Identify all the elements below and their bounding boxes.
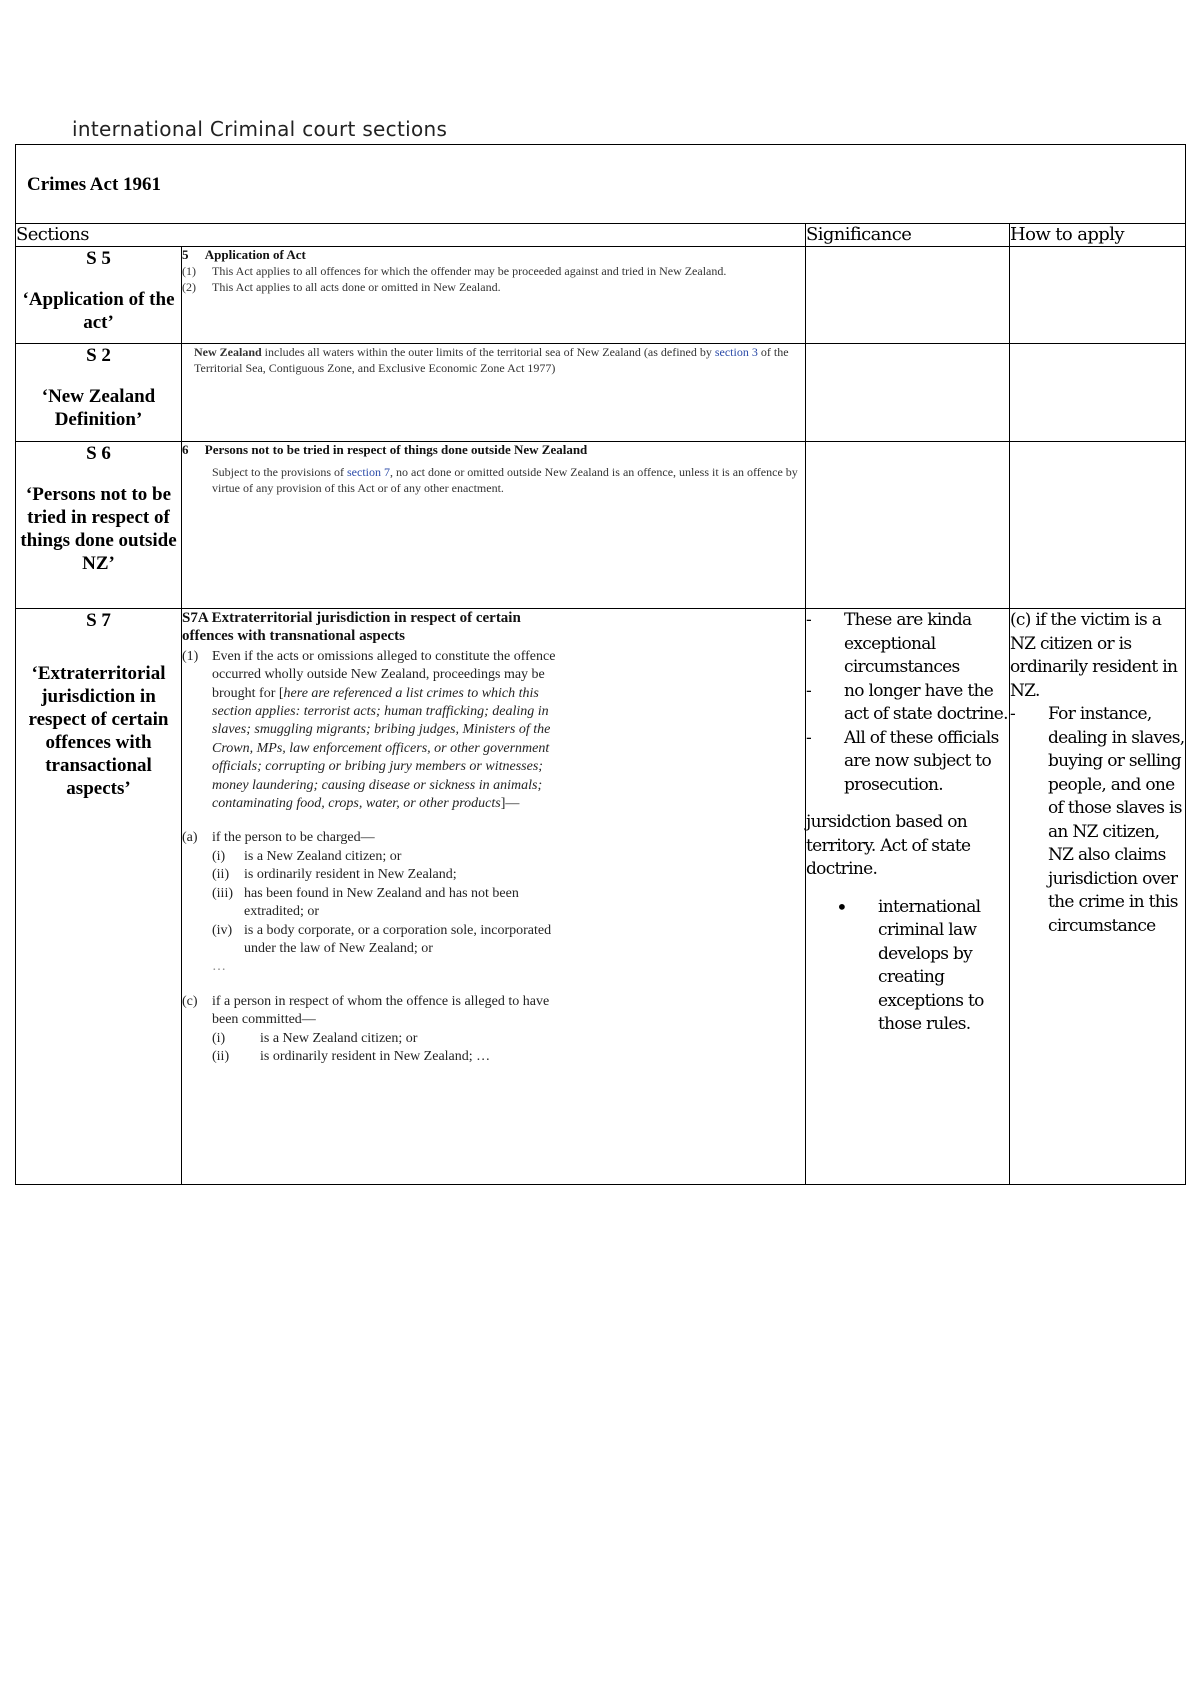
- bullet-dot: •: [836, 894, 848, 919]
- section-number: S 2: [86, 345, 111, 366]
- section-cell: [16, 247, 182, 344]
- excerpt-subsection-end: ]—: [500, 796, 520, 812]
- how-to-apply-intro: (c) if the victim is a NZ citizen or is ordinarily resident in NZ.: [1010, 610, 1178, 701]
- how-to-apply-cell: [1010, 247, 1186, 344]
- excerpt-text: is a body corporate, or a corporation sole, incorporated under the law of New Zealand; or: [244, 922, 552, 956]
- how-to-apply-cell: [1010, 442, 1186, 609]
- section-excerpt: [182, 442, 806, 609]
- how-to-apply-cell: [1010, 344, 1186, 442]
- excerpt-label: (2): [182, 280, 196, 294]
- excerpt-text: of the Territorial Sea, Contiguous Zone, and Exclusive Economic Zone Act 1977): [194, 345, 789, 375]
- how-to-apply-cell: [1010, 609, 1186, 1185]
- section-name: ‘Extraterritorial jurisdiction in respect of certain offences with transactional aspects’: [28, 663, 169, 799]
- excerpt-label: (c): [182, 993, 198, 1009]
- excerpt-text: [212, 648, 575, 814]
- section-number: S 6: [86, 443, 111, 464]
- excerpt-label: (1): [182, 264, 196, 278]
- excerpt-text: Subject to the provisions of: [212, 465, 344, 479]
- excerpt-label: (i): [212, 848, 226, 864]
- dash-bullet: -: [1010, 704, 1016, 724]
- excerpt-label: (ii): [212, 1048, 230, 1064]
- excerpt-label: (i): [212, 1030, 226, 1046]
- excerpt-heading-number: 5: [182, 247, 189, 262]
- excerpt-label: (1): [182, 648, 199, 664]
- significance-item: These are kinda exceptional circumstances: [844, 610, 972, 677]
- excerpt-text: if the person to be charged—: [212, 830, 375, 846]
- excerpt-line: This Act applies to all acts done or omitted in New Zealand.: [212, 280, 501, 294]
- excerpt-text: is ordinarily resident in New Zealand; …: [260, 1048, 491, 1064]
- column-header-sections: Sections: [16, 224, 806, 247]
- dash-bullet: -: [806, 610, 812, 630]
- excerpt-text: is a New Zealand citizen; or: [260, 1030, 418, 1046]
- excerpt-text: is a New Zealand citizen; or: [244, 848, 402, 864]
- excerpt-heading: Application of Act: [204, 247, 306, 262]
- column-header-how-to-apply: How to apply: [1010, 224, 1186, 247]
- significance-cell: [806, 247, 1010, 344]
- excerpt-text: is ordinarily resident in New Zealand;: [244, 867, 457, 883]
- table-title-cell: [16, 145, 1186, 224]
- excerpt-heading: S7A Extraterritorial jurisdiction in respect of certain offences with transnational aspects: [182, 610, 521, 645]
- section-excerpt: [182, 344, 806, 442]
- dash-bullet: -: [806, 680, 812, 701]
- significance-item: no longer have the act of state doctrine.: [844, 680, 1008, 724]
- section-3-link[interactable]: section 3: [714, 345, 758, 359]
- section-name: ‘New Zealand Definition’: [41, 386, 156, 430]
- crimes-act-table: [15, 144, 1186, 1185]
- column-header-significance: Significance: [806, 224, 1010, 247]
- section-7-link[interactable]: section 7: [347, 465, 390, 479]
- section-excerpt: [182, 247, 806, 344]
- excerpt-text: has been found in New Zealand and has not been extradited; or: [244, 885, 519, 920]
- section-cell: [16, 344, 182, 442]
- excerpt-crime-list: here are referenced a list crimes to which this section applies: terrorist acts; human trafficking; dealing in slaves; smuggling migrants; bribing judges, Ministers of the Crown, MPs, law enforcement officers, or other government officials; corrupting or bribing jury members or witnesses; money laundering; causing disease or sickness in animals; contaminating food, crops, water, or other products: [212, 685, 551, 812]
- section-cell: [16, 609, 182, 1185]
- excerpt-label: (iv): [212, 922, 233, 938]
- excerpt-heading-number: 6: [182, 442, 189, 457]
- excerpt-text: includes all waters within the outer limits of the territorial sea of New Zealand (as defined by: [264, 345, 712, 359]
- table-row: [16, 247, 1186, 344]
- excerpt-line: This Act applies to all offences for which the offender may be proceeded against and tried in New Zealand.: [212, 264, 727, 278]
- significance-paragraph: jursidction based on territory. Act of state doctrine.: [806, 812, 971, 879]
- dash-bullet: -: [806, 727, 812, 748]
- excerpt-subsection-text: Even if the acts or omissions alleged to constitute the offence occurred wholly outside New Zealand, proceedings may be brought for [: [212, 648, 556, 701]
- significance-bullet: international criminal law develops by creating exceptions to those rules.: [878, 896, 984, 1034]
- section-number: S 7: [86, 610, 111, 631]
- excerpt-label: (iii): [212, 885, 233, 901]
- excerpt-heading: Persons not to be tried in respect of things done outside New Zealand: [204, 442, 588, 457]
- section-excerpt: [182, 609, 806, 1185]
- table-row: [16, 442, 1186, 609]
- table-row: [16, 609, 1186, 1185]
- significance-cell: [806, 609, 1010, 1185]
- significance-cell: [806, 344, 1010, 442]
- excerpt-label: (ii): [212, 867, 230, 883]
- document-heading: international Criminal court sections: [72, 117, 448, 141]
- section-number: S 5: [86, 248, 111, 269]
- how-to-apply-item: For instance, dealing in slaves, buying or selling people, and one of those slaves is an NZ citizen, NZ also claims jurisdiction over the crime in this circumstance: [1048, 704, 1185, 936]
- excerpt-label: (a): [182, 830, 198, 846]
- significance-cell: [806, 442, 1010, 609]
- section-name: ‘Application of the act’: [22, 289, 175, 333]
- excerpt-term: New Zealand: [194, 345, 262, 359]
- section-name: ‘Persons not to be tried in respect of things done outside NZ’: [20, 484, 177, 574]
- excerpt-text: if a person in respect of whom the offence is alleged to have been committed—: [212, 993, 550, 1028]
- section-cell: [16, 442, 182, 609]
- significance-item: All of these officials are now subject to prosecution.: [844, 727, 999, 795]
- excerpt-ellipsis: …: [212, 959, 226, 975]
- table-title: Crimes Act 1961: [27, 174, 162, 195]
- excerpt-text: , no act done or omitted outside New Zealand is an offence, unless it is an offence by virtue of any provision of this Act or of any other enactment.: [212, 465, 798, 495]
- table-row: [16, 344, 1186, 442]
